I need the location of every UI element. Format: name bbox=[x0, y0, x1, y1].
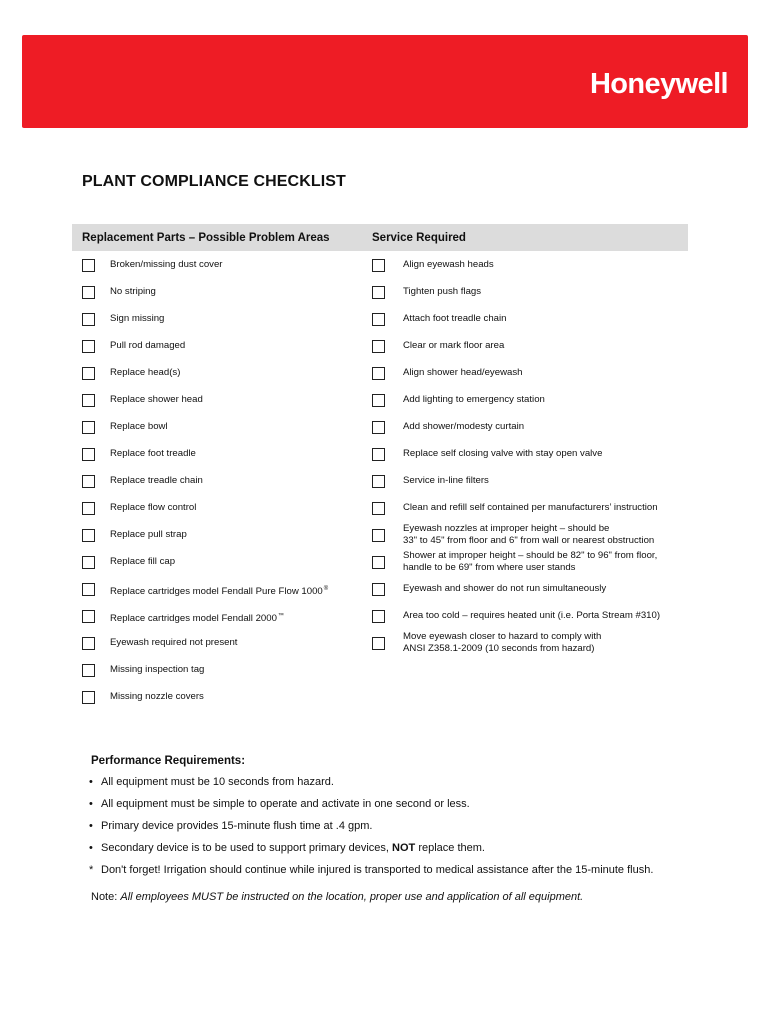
item-text-line: Eyewash and shower do not run simultaneously bbox=[403, 583, 607, 594]
item-text-line: Area too cold – requires heated unit (i.e. Porta Stream #310) bbox=[403, 610, 661, 621]
checkbox[interactable] bbox=[372, 313, 385, 326]
checkbox[interactable] bbox=[82, 664, 95, 677]
performance-item bbox=[89, 820, 372, 832]
performance-heading: Performance Requirements: bbox=[91, 755, 246, 767]
checkbox[interactable] bbox=[372, 502, 385, 515]
item-text-line: ANSI Z358.1-2009 (10 seconds from hazard) bbox=[403, 643, 595, 654]
service-item-label bbox=[403, 313, 506, 325]
note-prefix: Note: bbox=[91, 891, 121, 903]
checklist-item-label bbox=[110, 340, 185, 352]
bullet-mark: • bbox=[89, 820, 93, 832]
performance-item bbox=[89, 842, 485, 854]
item-text-line: Service in-line filters bbox=[403, 475, 489, 486]
checkbox[interactable] bbox=[82, 502, 95, 515]
item-text-line: Align shower head/eyewash bbox=[403, 367, 523, 378]
checkbox[interactable] bbox=[82, 691, 95, 704]
checklist-item-label bbox=[110, 448, 196, 460]
item-text-line: Shower at improper height – should be 82" to 96" from floor, bbox=[403, 550, 658, 561]
checkbox[interactable] bbox=[372, 367, 385, 380]
checkbox[interactable] bbox=[82, 340, 95, 353]
checkbox[interactable] bbox=[372, 421, 385, 434]
trademark-mark: ® bbox=[323, 586, 329, 592]
checkbox[interactable] bbox=[82, 286, 95, 299]
service-item-label bbox=[403, 631, 601, 655]
service-item-label bbox=[403, 550, 657, 574]
item-text-line: Add shower/modesty curtain bbox=[403, 421, 525, 432]
checklist-item-label bbox=[110, 313, 164, 325]
checklist-item-label bbox=[110, 664, 204, 676]
checkbox[interactable] bbox=[372, 583, 385, 596]
item-text-line: handle to be 69" from where user stands bbox=[403, 562, 576, 573]
item-text: All equipment must be simple to operate and activate in one second or less. bbox=[101, 798, 470, 810]
checkbox[interactable] bbox=[372, 394, 385, 407]
checkbox[interactable] bbox=[82, 367, 95, 380]
item-text: Missing nozzle covers bbox=[110, 691, 204, 702]
checkbox[interactable] bbox=[372, 340, 385, 353]
item-text: Replace shower head bbox=[110, 394, 203, 405]
performance-item bbox=[89, 798, 470, 810]
item-text: Secondary device is to be used to support primary devices, bbox=[101, 842, 393, 854]
checklist-item-label bbox=[110, 394, 203, 406]
item-text-line: Move eyewash closer to hazard to comply with bbox=[403, 631, 602, 642]
item-text: Broken/missing dust cover bbox=[110, 259, 223, 270]
item-text: Replace cartridges model Fendall Pure Flow 1000 bbox=[110, 586, 323, 597]
checkbox[interactable] bbox=[82, 421, 95, 434]
item-text-line: Replace self closing valve with stay open valve bbox=[403, 448, 603, 459]
item-text: replace them. bbox=[415, 842, 485, 854]
checkbox[interactable] bbox=[82, 556, 95, 569]
checklist-item-label bbox=[110, 610, 284, 625]
table-header bbox=[72, 224, 688, 251]
emphasis-text: NOT bbox=[392, 842, 416, 854]
checkbox[interactable] bbox=[372, 475, 385, 488]
item-text: Sign missing bbox=[110, 313, 165, 324]
item-text: Replace flow control bbox=[110, 502, 197, 513]
right-column-header: Service Required bbox=[372, 232, 466, 244]
bullet-mark: • bbox=[89, 842, 93, 854]
service-item-label bbox=[403, 502, 658, 514]
checklist-item-label bbox=[110, 259, 223, 271]
service-item-label bbox=[403, 475, 489, 487]
checkbox[interactable] bbox=[82, 475, 95, 488]
service-item-label bbox=[403, 610, 660, 622]
checkbox[interactable] bbox=[372, 259, 385, 272]
item-text-line: Clear or mark floor area bbox=[403, 340, 505, 351]
item-text-line: Attach foot treadle chain bbox=[403, 313, 507, 324]
checkbox[interactable] bbox=[82, 610, 95, 623]
item-text-line: Align eyewash heads bbox=[403, 259, 494, 270]
service-item-label bbox=[403, 421, 524, 433]
item-text: Primary device provides 15-minute flush time at .4 gpm. bbox=[101, 820, 373, 832]
item-text: Missing inspection tag bbox=[110, 664, 205, 675]
item-text: All equipment must be 10 seconds from hazard. bbox=[101, 776, 334, 788]
checkbox[interactable] bbox=[82, 313, 95, 326]
performance-item bbox=[89, 776, 334, 788]
checkbox[interactable] bbox=[372, 637, 385, 650]
checkbox[interactable] bbox=[82, 448, 95, 461]
item-text-line: Clean and refill self contained per manufacturers’ instruction bbox=[403, 502, 658, 513]
note-text: All employees MUST be instructed on the location, proper use and application of all equipment. bbox=[120, 891, 584, 903]
checklist-item-label bbox=[110, 475, 203, 487]
trademark-mark: ™ bbox=[277, 613, 284, 619]
item-text-line: Tighten push flags bbox=[403, 286, 482, 297]
item-text: Don't forget! Irrigation should continue while injured is transported to medical assistance after the 15-minute flush. bbox=[101, 864, 654, 876]
checklist-item-label bbox=[110, 502, 196, 514]
checkbox[interactable] bbox=[372, 286, 385, 299]
checklist-item-label bbox=[110, 529, 187, 541]
service-item-label bbox=[403, 259, 494, 271]
service-item-label bbox=[403, 340, 504, 352]
bullet-mark: • bbox=[89, 798, 93, 810]
checkbox[interactable] bbox=[82, 259, 95, 272]
service-item-label bbox=[403, 448, 602, 460]
checkbox[interactable] bbox=[82, 637, 95, 650]
item-text: Replace pull strap bbox=[110, 529, 187, 540]
checklist-item-label bbox=[110, 367, 180, 379]
brand-banner bbox=[22, 35, 748, 128]
checklist-item-label bbox=[110, 691, 204, 703]
service-item-label bbox=[403, 583, 606, 595]
performance-item bbox=[89, 864, 653, 876]
checklist-item-label bbox=[110, 421, 168, 433]
checkbox[interactable] bbox=[82, 583, 95, 596]
checkbox[interactable] bbox=[372, 610, 385, 623]
checkbox[interactable] bbox=[372, 529, 385, 542]
item-text-line: 33" to 45" from floor and 6" from wall or nearest obstruction bbox=[403, 535, 655, 546]
item-text: Replace treadle chain bbox=[110, 475, 203, 486]
left-column-header: Replacement Parts – Possible Problem Areas bbox=[82, 232, 330, 244]
checklist-item-label bbox=[110, 583, 328, 598]
item-text: Replace bowl bbox=[110, 421, 168, 432]
checkbox[interactable] bbox=[372, 448, 385, 461]
checklist-item-label bbox=[110, 286, 156, 298]
checklist-item-label bbox=[110, 637, 237, 649]
service-item-label bbox=[403, 367, 522, 379]
item-text-line: Eyewash nozzles at improper height – should be bbox=[403, 523, 610, 534]
service-item-label bbox=[403, 286, 481, 298]
item-text: Replace foot treadle bbox=[110, 448, 196, 459]
service-item-label bbox=[403, 394, 545, 406]
item-text: No striping bbox=[110, 286, 156, 297]
item-text: Eyewash required not present bbox=[110, 637, 238, 648]
checkbox[interactable] bbox=[372, 556, 385, 569]
honeywell-logo: Honeywell bbox=[589, 68, 728, 100]
item-text: Replace cartridges model Fendall 2000 bbox=[110, 613, 277, 624]
item-text: Replace head(s) bbox=[110, 367, 181, 378]
item-text: Pull rod damaged bbox=[110, 340, 186, 351]
page-title: PLANT COMPLIANCE CHECKLIST bbox=[82, 173, 346, 190]
checkbox[interactable] bbox=[82, 394, 95, 407]
item-text: Replace fill cap bbox=[110, 556, 176, 567]
bullet-mark: * bbox=[89, 864, 94, 876]
item-text-line: Add lighting to emergency station bbox=[403, 394, 545, 405]
note bbox=[91, 891, 583, 903]
service-item-label bbox=[403, 523, 654, 547]
checkbox[interactable] bbox=[82, 529, 95, 542]
bullet-mark: • bbox=[89, 776, 93, 788]
checklist-item-label bbox=[110, 556, 175, 568]
